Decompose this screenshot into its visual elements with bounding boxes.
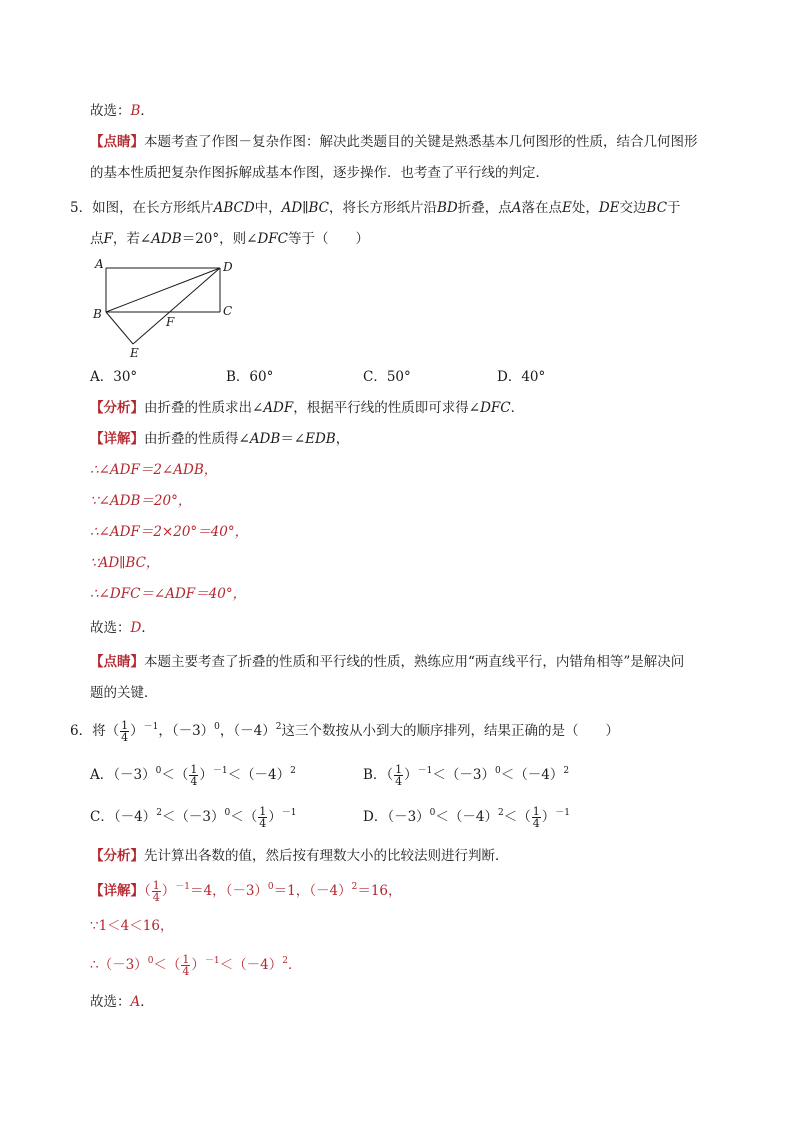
q5-note-line1 [90,652,684,672]
q5-choice-a[interactable] [90,367,137,387]
note-text: 题的关键． [90,685,158,701]
less-than: ＜ [503,809,518,825]
stem-text: 点 [90,231,104,247]
stem-text: 于 [667,200,681,216]
less-than: ＜ [153,957,167,973]
fraction-one-quarter [152,880,161,903]
choice-label: C．50° [363,369,411,385]
period: ． [287,957,302,973]
detail-text: ， [335,431,350,447]
exponent: 2 [290,766,296,776]
q6-answer: 故选：A． [90,994,154,1010]
choice-letter: C． [90,809,114,825]
note-text: 本题考查了作图－复杂作图：解决此类题目的关键是熟悉基本几何图形的性质，结合几何图形 [144,134,698,150]
paren: ） [161,883,176,899]
fraction-denominator: 4 [121,731,129,744]
stem-math: BD [436,200,458,216]
segment-ed [133,268,220,344]
exponent: 2 [351,882,358,892]
analysis-text: ，根据平行线的性质即可求得∠ [293,400,481,416]
stem-math: AD∥BC [281,200,329,216]
exponent: －1 [175,882,190,892]
q5-step1: ∴∠ADF＝2∠ADB， [90,462,218,478]
detail-text: ＝16， [357,883,402,899]
segment-be [106,312,133,344]
paren: （ [386,767,394,783]
detail-math: ADB [249,431,281,447]
q5-analysis [90,398,524,418]
stem-math: A [511,200,522,216]
fraction-numerator: 1 [190,763,198,776]
stem-text: 如图，在长方形纸片 [92,200,214,216]
exponent: －1 [417,766,433,776]
paren: ） [541,809,556,825]
q5-choice-b[interactable] [226,367,273,387]
fraction-one-quarter [258,806,267,829]
analysis-tag: 【分析】 [90,400,144,416]
math-term: ∴（－3） [90,957,148,973]
q6-choice-b[interactable] [363,764,569,787]
stem-text: 交边 [619,200,647,216]
exponent: －1 [212,766,228,776]
label-d: D [223,260,233,274]
q6-choice-d[interactable] [363,806,570,829]
paren: （ [174,767,189,783]
less-than: ＜ [230,809,244,825]
math-term: （－4） [514,767,564,783]
exponent: 2 [282,956,288,966]
q5-step4: ∵AD∥BC， [90,555,160,571]
less-than: ＜ [161,767,175,783]
choice-label: B．60° [226,369,274,385]
detail-text: ＝∠ [280,431,306,447]
q5-step5: ∴∠DFC＝∠ADF＝40°， [90,586,247,602]
q6-because: ∵1＜4＜16， [90,918,174,934]
stem-math: ADB [151,231,182,247]
fraction-numerator: 1 [182,953,190,966]
less-than: ＜ [432,767,446,783]
label-f: F [166,315,175,329]
label-a: A [95,257,104,271]
fraction-numerator: 1 [395,763,403,776]
stem-text: 这三个数按从小到大的顺序排列，结果正确的是（ ） [281,723,619,739]
less-than: ＜ [227,767,242,783]
exponent: 0 [147,956,154,966]
prev-answer: 故选：B． [90,103,154,119]
fraction-numerator: 1 [259,805,267,818]
stem-text: ，（－3） [158,723,215,739]
exponent: 0 [224,808,231,818]
choice-letter: A． [90,767,114,783]
choice-label: D．40° [497,369,546,385]
paren: ） [199,767,213,783]
stem-text: ，将长方形纸片沿 [328,200,437,216]
analysis-math: DFC [480,400,511,416]
detail-tag: 【详解】 [90,431,144,447]
stem-text: 等于（ ） [287,231,369,247]
detail-text: ＝4，（－3） [189,883,268,899]
math-term: （－3） [113,767,156,783]
stem-math: DE [598,200,620,216]
note-tag: 【点睛】 [90,654,144,670]
exponent: －1 [204,956,220,966]
choice-letter: B． [363,767,387,783]
paren: ） [268,809,282,825]
math-term: （－4） [448,809,498,825]
stem-text: 折叠，点 [457,200,512,216]
analysis-math: ADF [263,400,294,416]
fraction-denominator: 4 [182,965,190,978]
analysis-text: 先计算出各数的值，然后按有理数大小的比较法则进行判断． [144,848,509,864]
stem-text: ，（－4） [219,723,276,739]
paren: （ [144,883,151,899]
answer-value: A [130,994,141,1010]
fraction-one-quarter [394,764,403,787]
stem-text: 处， [571,200,599,216]
q5-answer: 故选：D． [90,620,155,636]
stem-math: F [103,231,113,247]
stem-text: 将（ [92,723,120,739]
paren: （ [243,809,258,825]
math-term: （－4） [241,767,291,783]
q5-step2: ∵∠ADB＝20°， [90,493,192,509]
label-e: E [130,346,139,360]
exponent: －1 [281,808,297,818]
analysis-text: ． [510,400,525,416]
fraction-denominator: 4 [259,817,267,830]
fraction-numerator: 1 [532,805,540,818]
exponent: 0 [429,808,436,818]
exponent: 0 [267,882,274,892]
fraction-denominator: 4 [532,817,540,830]
fraction-denominator: 4 [190,775,198,788]
fraction-one-quarter [189,764,198,787]
q6-choice-c[interactable] [90,806,296,829]
q5-detail [90,429,349,449]
answer-prefix: 故选： [90,994,131,1010]
paren: （ [517,809,531,825]
label-c: C [223,304,233,318]
math-term: （－3） [175,809,225,825]
fraction-one-quarter [181,954,190,977]
exponent: 2 [498,808,504,818]
stem-math: BC [646,200,668,216]
q6-analysis [90,846,509,866]
answer-prefix: 故选： [90,620,131,636]
note-text: 的基本性质把复杂作图拆解成基本作图，逐步操作．也考查了平行线的判定． [90,165,549,181]
exponent: 2 [563,766,570,776]
q5-stem-line2 [90,229,369,249]
detail-text: ＝1，（－4） [273,883,352,899]
fraction-one-quarter [120,720,129,743]
analysis-tag: 【分析】 [90,848,144,864]
exponent: 0 [495,766,501,776]
stem-math: E [561,200,572,216]
less-than: ＜ [161,809,176,825]
question-number: 6． [70,723,93,739]
detail-math: EDB [305,431,336,447]
q6-detail [90,880,402,903]
answer-value: B [130,103,141,119]
segment-bd [106,268,220,312]
fraction-numerator: 1 [121,719,129,732]
exponent: 2 [156,808,162,818]
math-term: （－4） [113,809,157,825]
stem-text: 落在点 [521,200,562,216]
exponent: 0 [155,766,162,776]
exponent: 2 [275,722,282,732]
less-than: ＜ [500,767,515,783]
math-term: （－3） [445,767,495,783]
detail-tag: 【详解】 [90,883,144,899]
fraction-numerator: 1 [152,879,160,892]
stem-text: ＝20°，则∠ [181,231,258,247]
exponent: 0 [214,722,220,732]
q5-step3: ∴∠ADF＝2×20°＝40°， [90,524,249,540]
label-b: B [93,307,102,321]
note-tag: 【点睛】 [90,134,144,150]
paren: ） [404,767,418,783]
math-term: （－3） [387,809,430,825]
q5-note-line2 [90,683,158,703]
exponent: －1 [555,808,570,818]
fraction-one-quarter [532,806,541,829]
detail-text: 由折叠的性质得∠ [144,431,250,447]
choice-label: A．30° [90,369,138,385]
less-than: ＜ [435,809,449,825]
q6-choice-a[interactable] [90,764,296,787]
q5-stem-line1 [70,198,681,218]
stem-text: ，若∠ [112,231,152,247]
q6-stem [70,720,619,743]
answer-prefix: 故选： [90,103,131,119]
paren: （ [166,957,181,973]
stem-math: DFC [257,231,288,247]
note-text: 本题主要考查了折叠的性质和平行线的性质，熟练应用“两直线平行，内错角相等”是解决问 [144,654,685,670]
fold-diagram [88,254,248,364]
analysis-text: 由折叠的性质求出∠ [144,400,264,416]
math-term: （－4） [233,957,283,973]
q5-figure [88,254,248,364]
stem-text: ） [130,723,144,739]
exponent: －1 [143,722,159,732]
paren: ） [191,957,205,973]
prev-note-line2 [90,163,549,183]
question-number: 5． [70,200,93,216]
fraction-denominator: 4 [152,891,160,904]
stem-math: ABCD [213,200,255,216]
fraction-denominator: 4 [395,775,403,788]
q6-therefore [90,954,301,977]
q5-choice-d[interactable] [497,367,545,387]
answer-value: D [130,620,142,636]
q5-choice-c[interactable] [363,367,411,387]
less-than: ＜ [219,957,234,973]
stem-text: 中， [254,200,282,216]
choice-letter: D． [363,809,388,825]
prev-note-line1 [90,132,698,152]
